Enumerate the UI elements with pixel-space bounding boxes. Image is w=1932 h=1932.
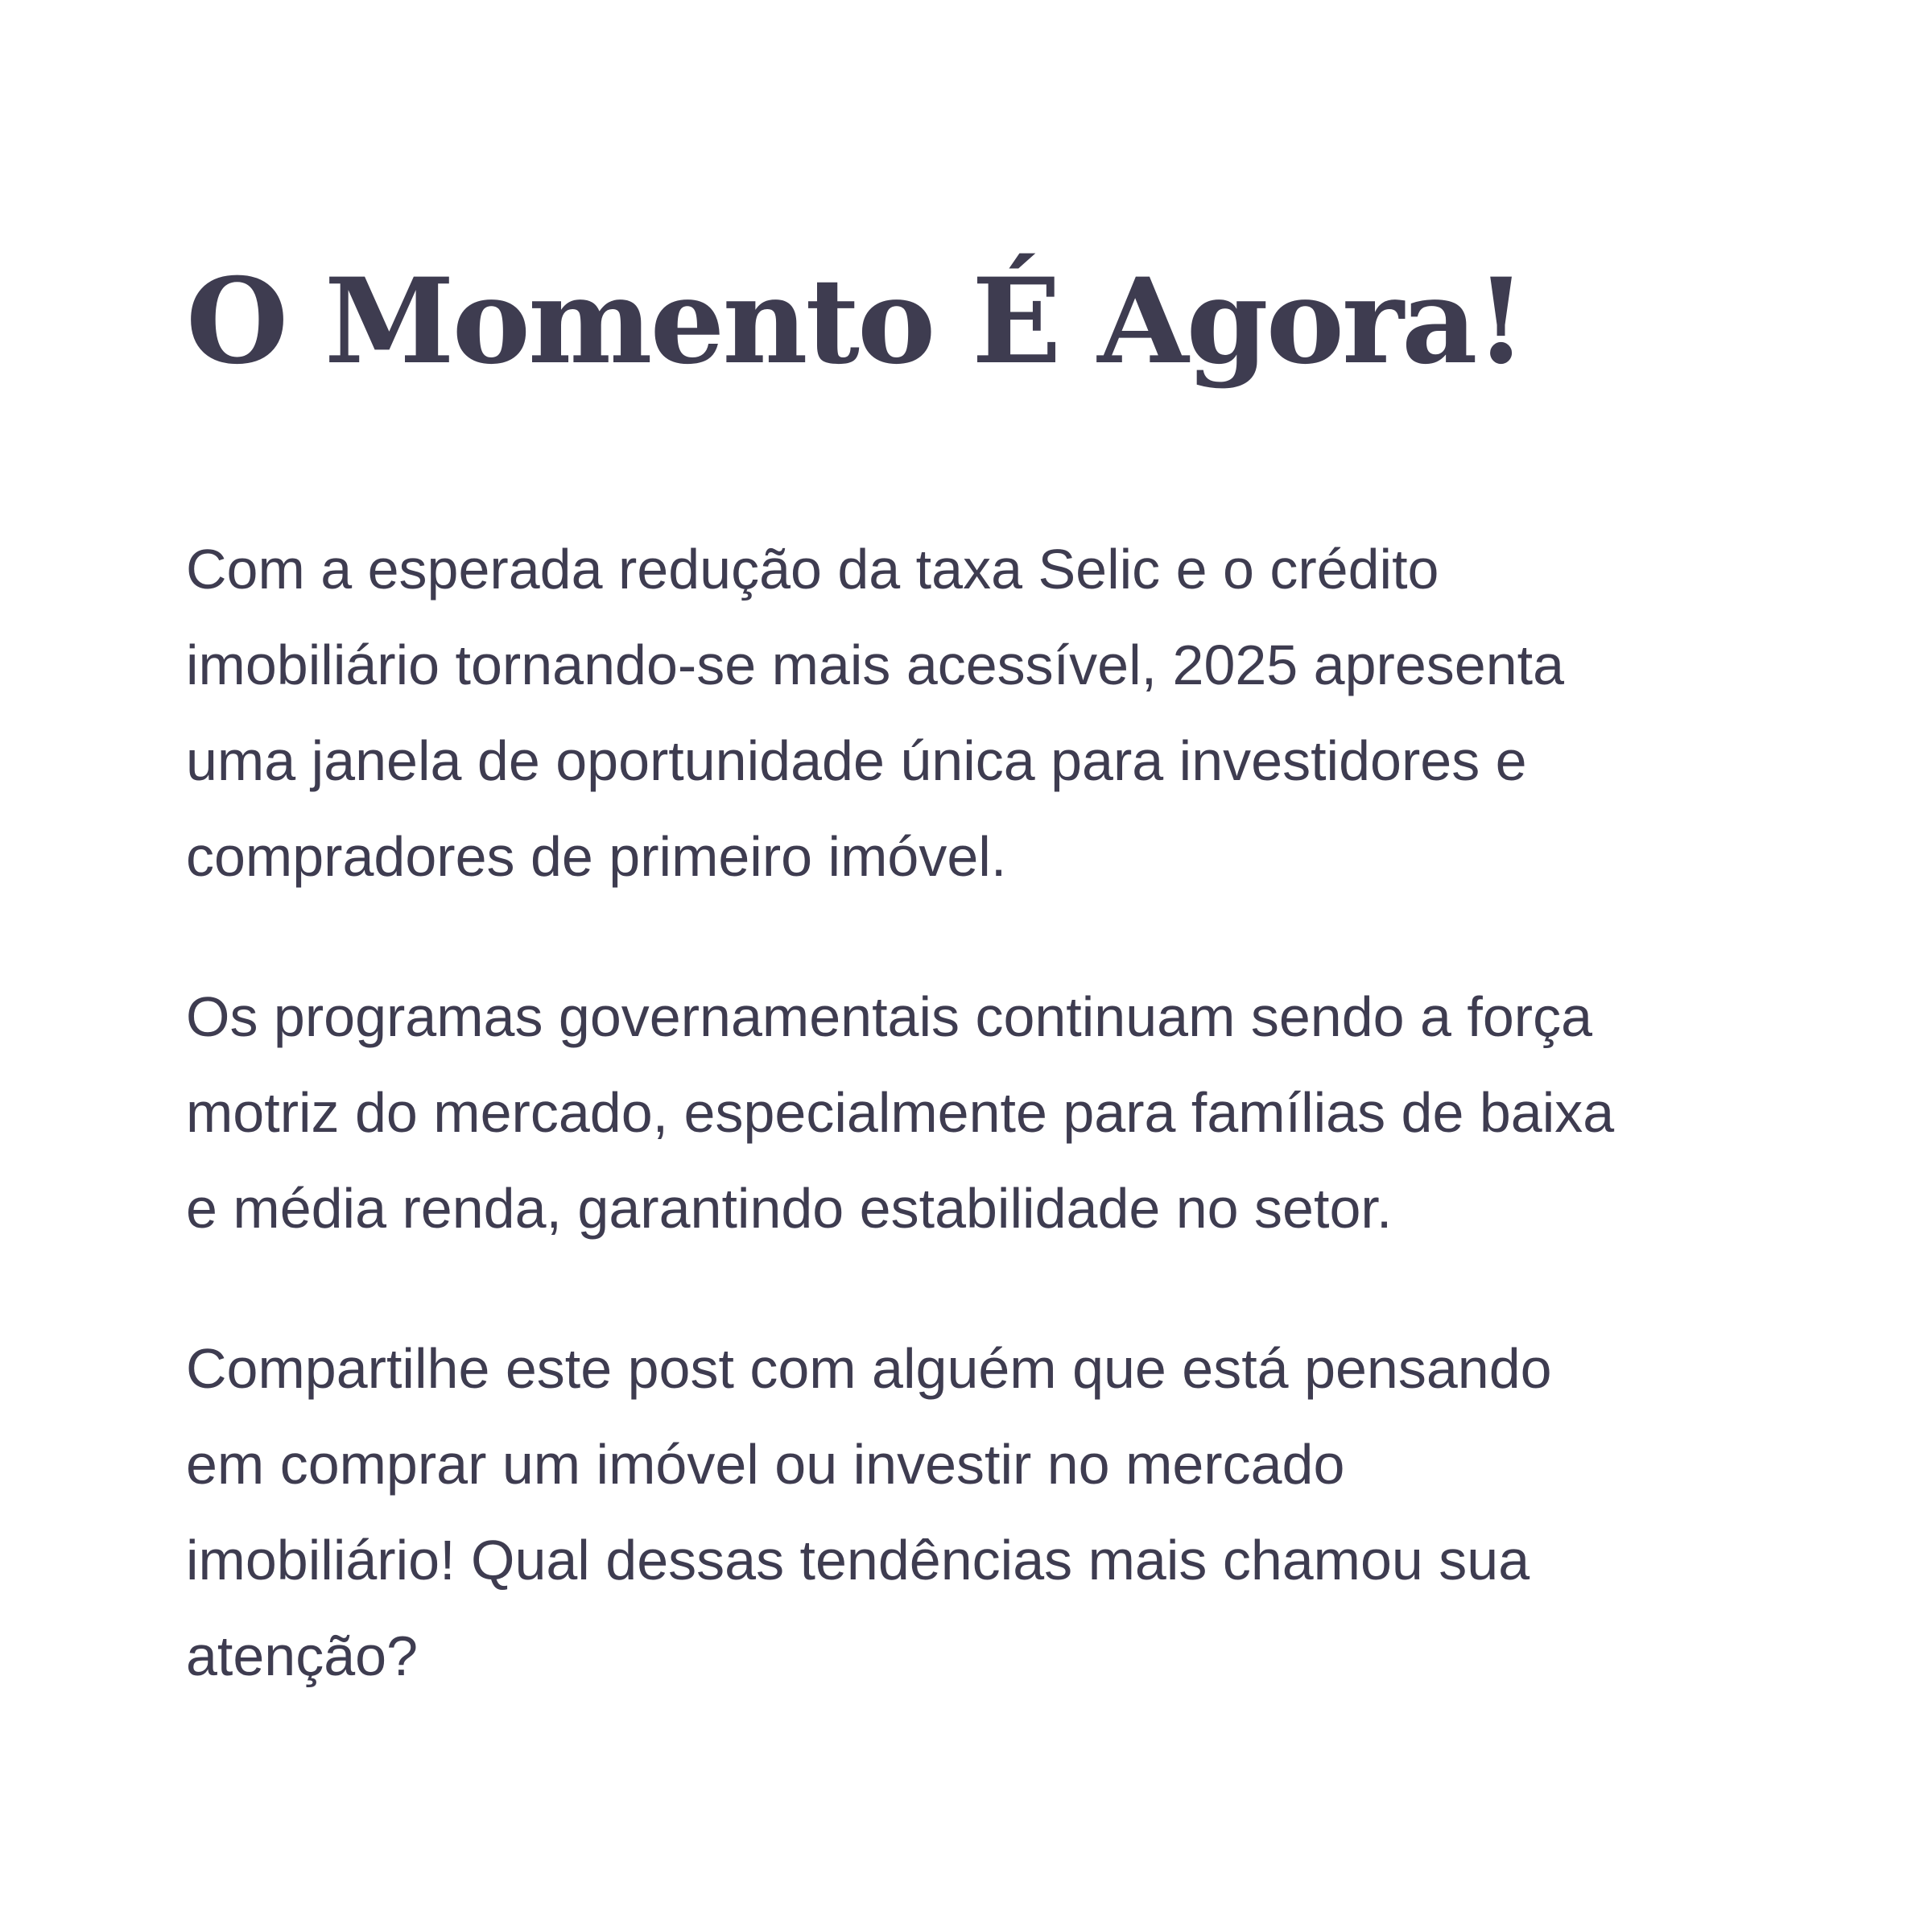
text-line: em comprar um imóvel ou investir no mercado [186, 1433, 1345, 1496]
text-line: atenção? [186, 1624, 419, 1687]
paragraph-programs [186, 969, 1796, 1257]
text-line: Os programas governamentais continuam sendo a força [186, 985, 1593, 1048]
text-line: imobiliário! Qual dessas tendências mais chamou sua [186, 1529, 1530, 1591]
page-title: O Momento É Agora! [186, 253, 1525, 390]
text-line: imobiliário tornando-se mais acessível, 2025 apresenta [186, 634, 1565, 696]
paragraph-share [186, 1321, 1796, 1704]
text-line: e média renda, garantindo estabilidade no setor. [186, 1177, 1393, 1240]
text-line: uma janela de oportunidade única para investidores e [186, 729, 1527, 792]
text-line: Com a esperada redução da taxa Selic e o crédito [186, 538, 1439, 601]
text-line: motriz do mercado, especialmente para famílias de baixa [186, 1081, 1615, 1144]
post-body [186, 522, 1796, 1704]
paragraph-intro [186, 522, 1796, 905]
post-card [186, 242, 1796, 1769]
text-line: compradores de primeiro imóvel. [186, 825, 1007, 888]
text-line: Compartilhe este post com alguém que está pensando [186, 1337, 1552, 1400]
